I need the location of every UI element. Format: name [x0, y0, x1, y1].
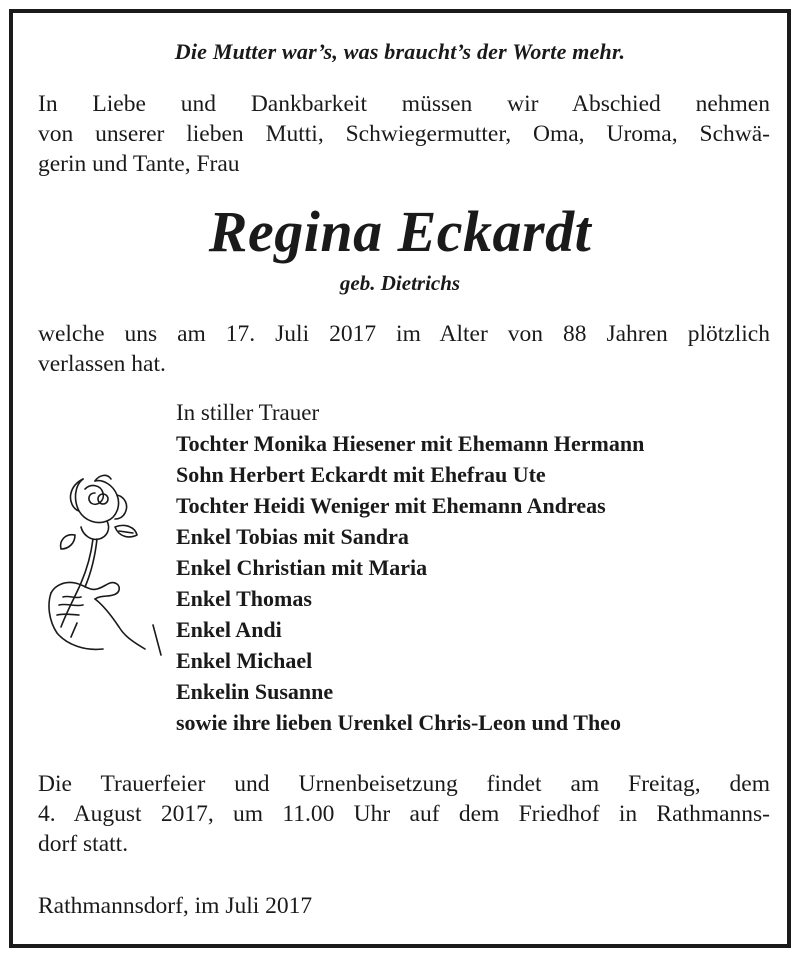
mourner-item: Enkel Andi: [176, 617, 282, 642]
mourner-item: Enkel Thomas: [176, 586, 312, 611]
funeral-line-1: Die Trauerfeier und Urnenbeisetzung findet am Freitag, dem: [38, 771, 770, 797]
mourner-item: sowie ihre lieben Urenkel Chris-Leon und Theo: [176, 710, 621, 735]
funeral-line-2: 4. August 2017, um 11.00 Uhr auf dem Friedhof in Rathmanns-: [38, 801, 770, 827]
mourner-item: Enkel Christian mit Maria: [176, 555, 428, 580]
death-paragraph: [38, 319, 770, 379]
mourner-item: Enkel Tobias mit Sandra: [176, 524, 409, 549]
intro-line-1: In Liebe und Dankbarkeit müssen wir Abschied nehmen: [38, 91, 770, 117]
intro-line-3: gerin und Tante, Frau: [38, 151, 240, 177]
place-date: Rathmannsdorf, im Juli 2017: [38, 893, 313, 919]
rose-in-hand-icon: [45, 465, 171, 661]
funeral-line-3: dorf statt.: [38, 831, 129, 857]
death-line-2: verlassen hat.: [38, 351, 166, 377]
funeral-paragraph: [38, 769, 770, 859]
mourners-list: [176, 397, 644, 738]
mourner-item: Enkelin Susanne: [176, 679, 334, 704]
mourner-item: Enkel Michael: [176, 648, 313, 673]
mourning-intro: In stiller Trauer: [176, 400, 320, 425]
motto-heading: Die Mutter war’s, was braucht’s der Worte mehr.: [174, 39, 626, 64]
deceased-birth-name: geb. Dietrichs: [339, 271, 461, 295]
mourner-item: Tochter Monika Hiesener mit Ehemann Hermann: [176, 431, 645, 456]
mourner-item: Tochter Heidi Weniger mit Ehemann Andreas: [176, 493, 606, 518]
intro-line-2: von unserer lieben Mutti, Schwiegermutter, Oma, Uroma, Schwä-: [38, 121, 770, 147]
intro-paragraph: [38, 89, 770, 179]
deceased-name: Regina Eckardt: [208, 199, 592, 264]
mourner-item: Sohn Herbert Eckardt mit Ehefrau Ute: [176, 462, 546, 487]
death-line-1: welche uns am 17. Juli 2017 im Alter von 88 Jahren plötzlich: [38, 321, 770, 347]
obituary-notice: [9, 9, 791, 948]
